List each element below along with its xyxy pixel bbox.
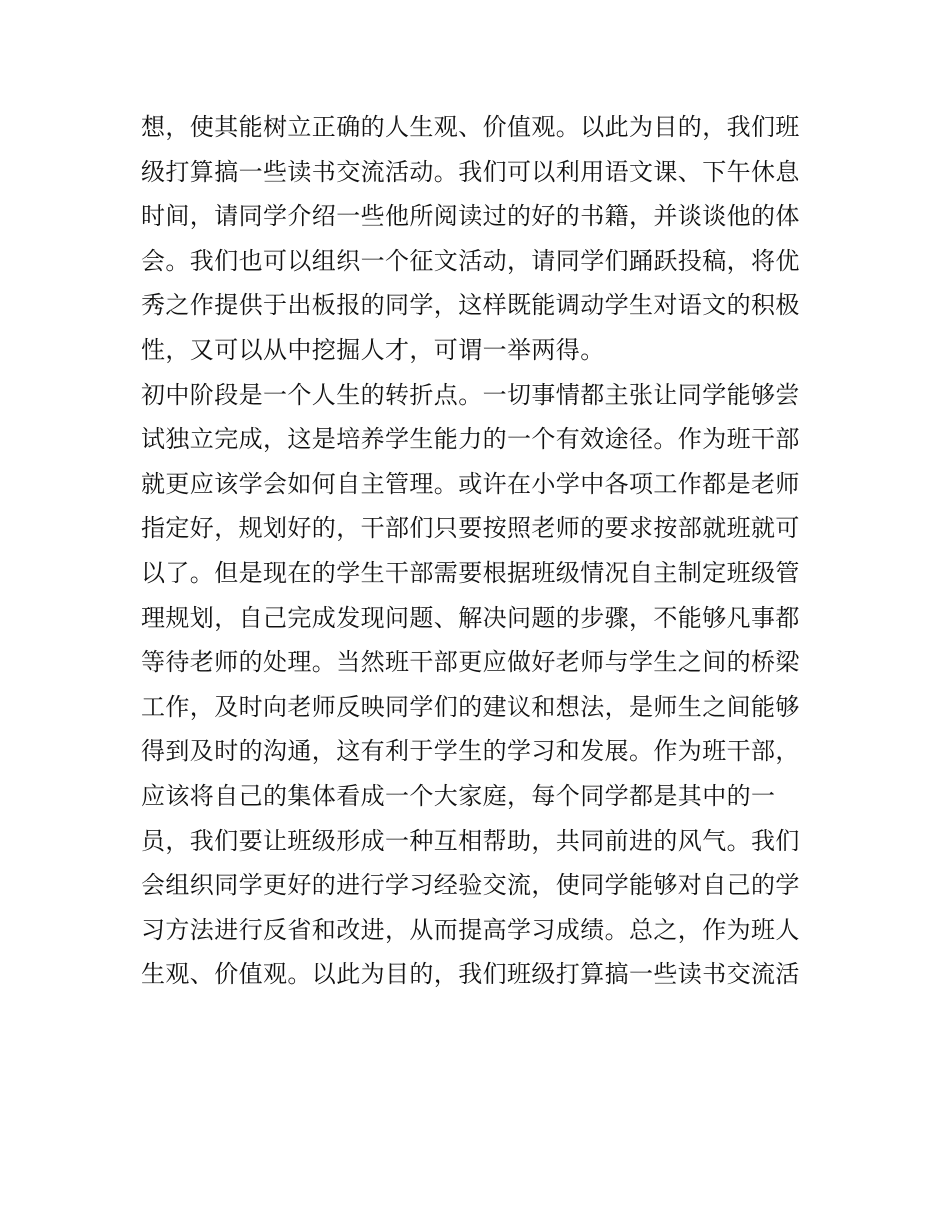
text-line: 习方法进行反省和改进，从而提高学习成绩。总之，作为班人	[141, 915, 800, 944]
text-line: 会。我们也可以组织一个征文活动，请同学们踊跃投稿，将优	[141, 246, 800, 275]
text-line: 指定好，规划好的，干部们只要按照老师的要求按部就班就可	[141, 514, 800, 543]
text-line: 性，又可以从中挖掘人才，可谓一举两得。	[141, 335, 605, 364]
body-text	[141, 105, 821, 997]
text-line: 初中阶段是一个人生的转折点。一切事情都主张让同学能够尝	[141, 380, 800, 409]
text-line: 理规划，自己完成发现问题、解决问题的步骤，不能够凡事都	[141, 603, 800, 632]
text-line: 级打算搞一些读书交流活动。我们可以利用语文课、下午休息	[141, 157, 800, 186]
text-line: 时间，请同学介绍一些他所阅读过的好的书籍，并谈谈他的体	[141, 202, 800, 231]
text-line: 试独立完成，这是培养学生能力的一个有效途径。作为班干部	[141, 425, 800, 454]
text-line: 生观、价值观。以此为目的，我们班级打算搞一些读书交流活	[141, 960, 800, 989]
text-line: 应该将自己的集体看成一个大家庭，每个同学都是其中的一	[141, 781, 776, 810]
text-line: 秀之作提供于出板报的同学，这样既能调动学生对语文的积极	[141, 291, 800, 320]
text-line: 等待老师的处理。当然班干部更应做好老师与学生之间的桥梁	[141, 648, 800, 677]
text-line: 工作，及时向老师反映同学们的建议和想法，是师生之间能够	[141, 692, 800, 721]
text-line: 得到及时的沟通，这有利于学生的学习和发展。作为班干部，	[141, 737, 800, 766]
text-line: 想，使其能树立正确的人生观、价值观。以此为目的，我们班	[141, 113, 800, 141]
text-line: 会组织同学更好的进行学习经验交流，使同学能够对自己的学	[141, 871, 800, 900]
text-line: 以了。但是现在的学生干部需要根据班级情况自主制定班级管	[141, 558, 800, 587]
text-line: 就更应该学会如何自主管理。或许在小学中各项工作都是老师	[141, 469, 800, 498]
text-line: 员，我们要让班级形成一种互相帮助，共同前进的风气。我们	[141, 826, 800, 855]
